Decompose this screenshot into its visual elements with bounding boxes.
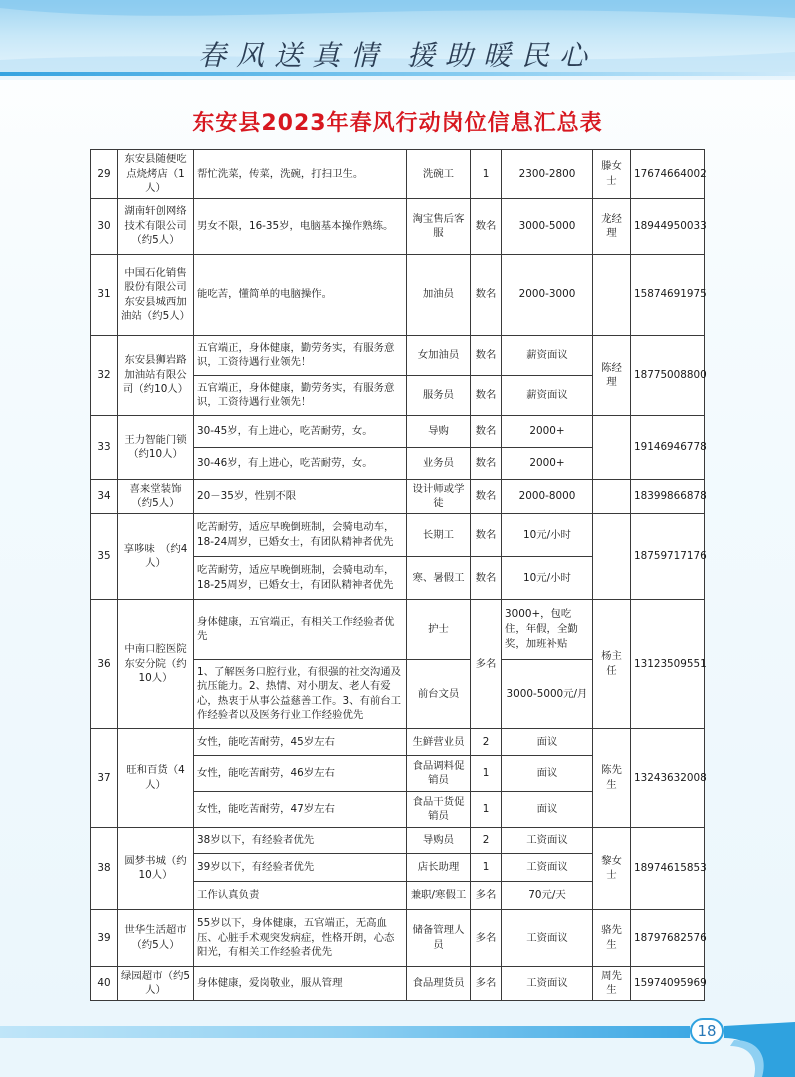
headcount: 数名 bbox=[471, 513, 502, 556]
company-name: 东安县随便吃点烧烤店（1人） bbox=[118, 150, 194, 199]
phone-number: 18974615853 bbox=[631, 827, 705, 909]
headcount: 数名 bbox=[471, 198, 502, 254]
salary: 10元/小时 bbox=[502, 513, 593, 556]
headcount: 多名 bbox=[471, 909, 502, 966]
job-requirement: 30-45岁，有上进心，吃苦耐劳，女。 bbox=[194, 415, 407, 447]
headcount: 2 bbox=[471, 827, 502, 853]
table-row bbox=[91, 415, 705, 447]
headcount: 多名 bbox=[471, 881, 502, 909]
salary: 3000-5000元/月 bbox=[502, 659, 593, 728]
job-requirement: 女性，能吃苦耐劳，46岁左右 bbox=[194, 755, 407, 791]
company-name: 世华生活超市（约5人） bbox=[118, 909, 194, 966]
headcount: 数名 bbox=[471, 415, 502, 447]
headcount: 数名 bbox=[471, 254, 502, 335]
salary: 3000-5000 bbox=[502, 198, 593, 254]
job-title: 生鲜营业员 bbox=[407, 728, 471, 755]
contact-person: 龙经理 bbox=[593, 198, 631, 254]
company-name: 圆梦书城（约10人） bbox=[118, 827, 194, 909]
contact-person: 陈经理 bbox=[593, 335, 631, 415]
row-number: 37 bbox=[91, 728, 118, 827]
salary: 10元/小时 bbox=[502, 556, 593, 599]
salary: 工资面议 bbox=[502, 966, 593, 1000]
table-row bbox=[91, 728, 705, 755]
table-row bbox=[91, 198, 705, 254]
headcount: 数名 bbox=[471, 335, 502, 375]
header-banner bbox=[0, 0, 795, 80]
salary: 2000+ bbox=[502, 415, 593, 447]
salary: 薪资面议 bbox=[502, 335, 593, 375]
job-title: 导购 bbox=[407, 415, 471, 447]
footer-band bbox=[0, 1018, 795, 1077]
job-requirement: 1、了解医务口腔行业，有很强的社交沟通及抗压能力。2、热情、对小朋友、老人有爱心，热衷于从事公益慈善工作。3、有前台工作经验者以及医务行业工作经验优先 bbox=[194, 659, 407, 728]
salary: 工资面议 bbox=[502, 909, 593, 966]
table-row bbox=[91, 909, 705, 966]
row-number: 38 bbox=[91, 827, 118, 909]
contact-person: 杨主任 bbox=[593, 599, 631, 728]
salary: 面议 bbox=[502, 755, 593, 791]
job-requirement: 五官端正，身体健康，勤劳务实，有服务意识，工资待遇行业领先！ bbox=[194, 375, 407, 415]
phone-number: 18759717176 bbox=[631, 513, 705, 599]
headcount: 1 bbox=[471, 791, 502, 827]
job-requirement: 五官端正，身体健康，勤劳务实，有服务意识，工资待遇行业领先！ bbox=[194, 335, 407, 375]
contact-person bbox=[593, 479, 631, 513]
contact-person: 周先生 bbox=[593, 966, 631, 1000]
phone-number: 15974095969 bbox=[631, 966, 705, 1000]
company-name: 王力智能门锁（约10人） bbox=[118, 415, 194, 479]
job-title: 储备管理人员 bbox=[407, 909, 471, 966]
job-requirement: 30-46岁，有上进心，吃苦耐劳，女。 bbox=[194, 447, 407, 479]
headcount: 数名 bbox=[471, 447, 502, 479]
headcount: 2 bbox=[471, 728, 502, 755]
phone-number: 18775008800 bbox=[631, 335, 705, 415]
row-number: 39 bbox=[91, 909, 118, 966]
phone-number: 18399866878 bbox=[631, 479, 705, 513]
row-number: 30 bbox=[91, 198, 118, 254]
headcount: 多名 bbox=[471, 966, 502, 1000]
salary: 工资面议 bbox=[502, 853, 593, 881]
phone-number: 19146946778 bbox=[631, 415, 705, 479]
contact-person: 骆先生 bbox=[593, 909, 631, 966]
salary: 3000+，包吃住，年假，全勤奖，加班补贴 bbox=[502, 599, 593, 659]
company-name: 中南口腔医院东安分院（约10人） bbox=[118, 599, 194, 728]
salary: 2000-3000 bbox=[502, 254, 593, 335]
company-name: 绿园超市（约5人） bbox=[118, 966, 194, 1000]
job-requirement: 39岁以下，有经验者优先 bbox=[194, 853, 407, 881]
row-number: 35 bbox=[91, 513, 118, 599]
salary: 面议 bbox=[502, 728, 593, 755]
headcount: 数名 bbox=[471, 556, 502, 599]
job-requirement: 身体健康，五官端正，有相关工作经验者优先 bbox=[194, 599, 407, 659]
row-number: 40 bbox=[91, 966, 118, 1000]
job-title: 寒、暑假工 bbox=[407, 556, 471, 599]
job-title: 服务员 bbox=[407, 375, 471, 415]
job-title: 女加油员 bbox=[407, 335, 471, 375]
salary: 面议 bbox=[502, 791, 593, 827]
job-title: 食品干货促销员 bbox=[407, 791, 471, 827]
job-requirement: 20－35岁，性别不限 bbox=[194, 479, 407, 513]
job-requirement: 55岁以下，身体健康，五官端正，无高血压、心脏手术观突发病症，性格开朗，心态阳光，有相关工作经验者优先 bbox=[194, 909, 407, 966]
job-requirement: 帮忙洗菜，传菜，洗碗，打扫卫生。 bbox=[194, 150, 407, 199]
job-title: 设计师或学徒 bbox=[407, 479, 471, 513]
contact-person: 陈先生 bbox=[593, 728, 631, 827]
table-row bbox=[91, 827, 705, 853]
table-row bbox=[91, 513, 705, 556]
headcount: 1 bbox=[471, 150, 502, 199]
table-row bbox=[91, 479, 705, 513]
headcount: 1 bbox=[471, 853, 502, 881]
job-title: 食品调料促销员 bbox=[407, 755, 471, 791]
company-name: 旺和百货（4人） bbox=[118, 728, 194, 827]
job-requirement: 工作认真负责 bbox=[194, 881, 407, 909]
job-title: 店长助理 bbox=[407, 853, 471, 881]
row-number: 36 bbox=[91, 599, 118, 728]
job-title: 洗碗工 bbox=[407, 150, 471, 199]
job-title: 护士 bbox=[407, 599, 471, 659]
phone-number: 18944950033 bbox=[631, 198, 705, 254]
row-number: 34 bbox=[91, 479, 118, 513]
table-row bbox=[91, 335, 705, 375]
row-number: 33 bbox=[91, 415, 118, 479]
contact-person bbox=[593, 513, 631, 599]
job-title: 加油员 bbox=[407, 254, 471, 335]
job-title: 导购员 bbox=[407, 827, 471, 853]
contact-person bbox=[593, 415, 631, 479]
table-row bbox=[91, 150, 705, 199]
footer-corner-graphic bbox=[724, 1018, 795, 1077]
job-requirement: 吃苦耐劳，适应早晚倒班制，会骑电动车，18-25周岁，已婚女士，有团队精神者优先 bbox=[194, 556, 407, 599]
job-requirement: 男女不限，16-35岁，电脑基本操作熟练。 bbox=[194, 198, 407, 254]
job-requirement: 能吃苦，懂简单的电脑操作。 bbox=[194, 254, 407, 335]
job-title: 淘宝售后客服 bbox=[407, 198, 471, 254]
job-title: 业务员 bbox=[407, 447, 471, 479]
footer-stripe bbox=[0, 1026, 690, 1038]
job-title: 兼职/寒假工 bbox=[407, 881, 471, 909]
contact-person: 滕女士 bbox=[593, 150, 631, 199]
salary: 薪资面议 bbox=[502, 375, 593, 415]
contact-person: 黎女士 bbox=[593, 827, 631, 909]
headcount: 数名 bbox=[471, 375, 502, 415]
page-number: 18 bbox=[690, 1018, 724, 1044]
company-name: 东安县狮岩路加油站有限公司（约10人） bbox=[118, 335, 194, 415]
table-row bbox=[91, 966, 705, 1000]
table-row bbox=[91, 254, 705, 335]
job-title: 长期工 bbox=[407, 513, 471, 556]
headcount: 数名 bbox=[471, 479, 502, 513]
header-slogan: 春风送真情 援助暖民心 bbox=[198, 39, 597, 72]
headcount: 1 bbox=[471, 755, 502, 791]
job-table bbox=[90, 149, 705, 1001]
phone-number: 17674664002 bbox=[631, 150, 705, 199]
row-number: 29 bbox=[91, 150, 118, 199]
company-name: 湖南轩创网络技术有限公司（约5人） bbox=[118, 198, 194, 254]
row-number: 31 bbox=[91, 254, 118, 335]
job-title: 前台文员 bbox=[407, 659, 471, 728]
job-title: 食品理货员 bbox=[407, 966, 471, 1000]
company-name: 享哆味 （约4人） bbox=[118, 513, 194, 599]
phone-number: 13123509551 bbox=[631, 599, 705, 728]
salary: 70元/天 bbox=[502, 881, 593, 909]
contact-person bbox=[593, 254, 631, 335]
job-requirement: 女性，能吃苦耐劳，45岁左右 bbox=[194, 728, 407, 755]
page-title: 东安县2023年春风行动岗位信息汇总表 bbox=[192, 111, 603, 136]
phone-number: 18797682576 bbox=[631, 909, 705, 966]
salary: 2000+ bbox=[502, 447, 593, 479]
phone-number: 15874691975 bbox=[631, 254, 705, 335]
salary: 2000-8000 bbox=[502, 479, 593, 513]
phone-number: 13243632008 bbox=[631, 728, 705, 827]
job-requirement: 女性，能吃苦耐劳，47岁左右 bbox=[194, 791, 407, 827]
job-requirement: 身体健康，爱岗敬业，服从管理 bbox=[194, 966, 407, 1000]
job-requirement: 38岁以下，有经验者优先 bbox=[194, 827, 407, 853]
salary: 2300-2800 bbox=[502, 150, 593, 199]
table-row bbox=[91, 599, 705, 659]
company-name: 中国石化销售股份有限公司东安县城西加油站（约5人） bbox=[118, 254, 194, 335]
row-number: 32 bbox=[91, 335, 118, 415]
job-requirement: 吃苦耐劳，适应早晚倒班制，会骑电动车，18-24周岁，已婚女士，有团队精神者优先 bbox=[194, 513, 407, 556]
headcount: 多名 bbox=[471, 599, 502, 728]
company-name: 喜来堂装饰（约5人） bbox=[118, 479, 194, 513]
salary: 工资面议 bbox=[502, 827, 593, 853]
